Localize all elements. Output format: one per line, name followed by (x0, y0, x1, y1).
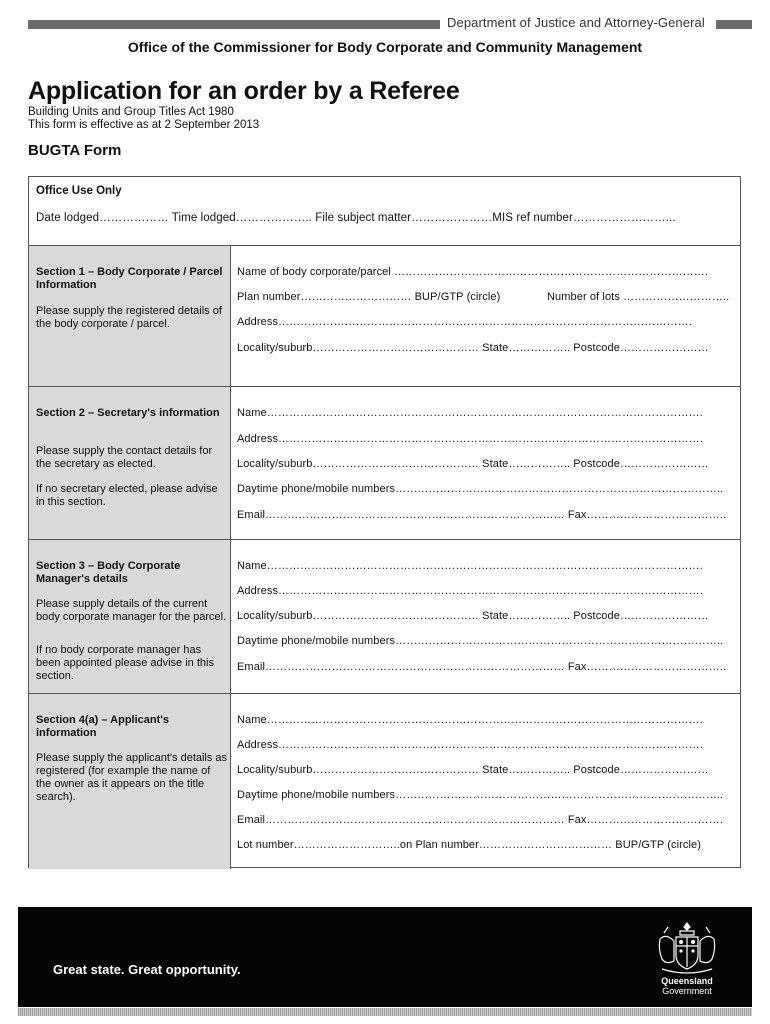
section-2-note: Please supply the contact details for the secretary as elected. (36, 445, 213, 470)
field-applicant-email[interactable]: Email……………………………………………………………………… Fax………………………………. (237, 814, 723, 826)
field-applicant-lot-plan[interactable]: Lot number………………………..on Plan number……………………………… BUP/GTP (circle) (237, 839, 702, 851)
section-1-heading: Section 1 – Body Corporate / Parcel Information (36, 266, 223, 291)
effective-date: This form is effective as at 2 September 2013 (28, 119, 260, 131)
field-applicant-phone[interactable]: Daytime phone/mobile numbers…………………………………………………………………………….. (237, 789, 724, 801)
field-manager-address[interactable]: Address……………………………………………………………………………………………………. (237, 585, 704, 597)
field-manager-email[interactable]: Email……………………………………………………………………… Fax……………………………….. (237, 661, 727, 673)
field-secretary-email[interactable]: Email……………………………………………………………………… Fax……………………………….. (237, 509, 727, 521)
queensland-crest-icon (652, 919, 722, 977)
section-3-note: Please supply details of the current body corporate manager for the parcel. (36, 598, 227, 623)
field-body-corporate-name[interactable]: Name of body corporate/parcel …………………………………………………………………………. (237, 266, 709, 278)
footer-stripe (18, 1008, 752, 1016)
field-manager-phone[interactable]: Daytime phone/mobile numbers…………………………………………………………………………….. (237, 635, 724, 647)
field-secretary-phone[interactable]: Daytime phone/mobile numbers…………………………………………………………………………….. (237, 483, 724, 495)
footer-tagline: Great state. Great opportunity. (53, 962, 241, 977)
form-name: BUGTA Form (28, 142, 122, 159)
queensland-government-logo (642, 976, 732, 996)
field-applicant-address[interactable]: Address……………………………………………………………………………………………………. (237, 739, 704, 751)
logo-queensland: Queensland (661, 976, 713, 986)
section-2-note-2: If no secretary elected, please advise in this section. (36, 483, 218, 508)
section-3-note-2: If no body corporate manager has been appointed please advise in this section. (36, 644, 214, 682)
office-name: Office of the Commissioner for Body Corporate and Community Management (127, 39, 643, 55)
header-bar-left (28, 20, 440, 29)
section-1-note: Please supply the registered details of the body corporate / parcel. (36, 305, 222, 330)
field-locality[interactable]: Locality/suburb……………………………………… State…………….. Postcode…………………… (237, 342, 709, 354)
section-4a-note: Please supply the applicant's details as registered (for example the name of the owner as it appears on the title search). (36, 752, 228, 803)
application-form (28, 176, 741, 868)
section-2-heading: Section 2 – Secretary's information (36, 407, 220, 419)
page-title: Application for an order by a Referee (28, 77, 460, 105)
department-name: Department of Justice and Attorney-General (447, 15, 705, 30)
office-use-title: Office Use Only (36, 185, 122, 197)
field-secretary-name[interactable]: Name………………………………………………………………………………………………………. (237, 407, 703, 419)
logo-government: Government (662, 986, 712, 996)
field-manager-name[interactable]: Name………………………………………………………………………………………………………. (237, 560, 703, 572)
field-secretary-locality[interactable]: Locality/suburb……………………………………… State…………….. Postcode…………………… (237, 458, 709, 470)
section-2-sidebar (29, 387, 231, 539)
section-4a-sidebar (29, 694, 231, 869)
field-manager-locality[interactable]: Locality/suburb……………………………………… State…………….. Postcode…………………… (237, 610, 709, 622)
office-use-fields[interactable]: Date lodged……………… Time lodged……………….. File subject matter…………………MIS ref number……………………... (36, 212, 676, 224)
office-use-section (29, 177, 740, 246)
section-3-sidebar (29, 540, 231, 693)
field-address[interactable]: Address…………………………………………………………………………………………………. (237, 316, 692, 328)
section-2-secretary (29, 387, 740, 540)
header-bar-right (716, 20, 752, 29)
field-applicant-name[interactable]: Name………………………………………………………………………………………………………. (237, 714, 703, 726)
act-name: Building Units and Group Titles Act 1980 (28, 106, 234, 118)
field-applicant-locality[interactable]: Locality/suburb……………………………………… State…………….. Postcode…………………… (237, 764, 709, 776)
section-1-sidebar (29, 246, 231, 386)
section-3-heading: Section 3 – Body Corporate Manager's details (36, 560, 181, 585)
field-plan-number[interactable]: Plan number………………………… BUP/GTP (circle) (237, 291, 501, 303)
section-4a-applicant (29, 694, 740, 869)
section-4a-heading: Section 4(a) – Applicant's information (36, 714, 170, 739)
section-3-manager (29, 540, 740, 694)
section-1-body-corporate (29, 246, 740, 387)
field-secretary-address[interactable]: Address……………………………………………………………………………………………………. (237, 433, 704, 445)
footer-banner (18, 907, 752, 1007)
field-number-of-lots[interactable]: Number of lots ……………………….. (547, 291, 730, 303)
